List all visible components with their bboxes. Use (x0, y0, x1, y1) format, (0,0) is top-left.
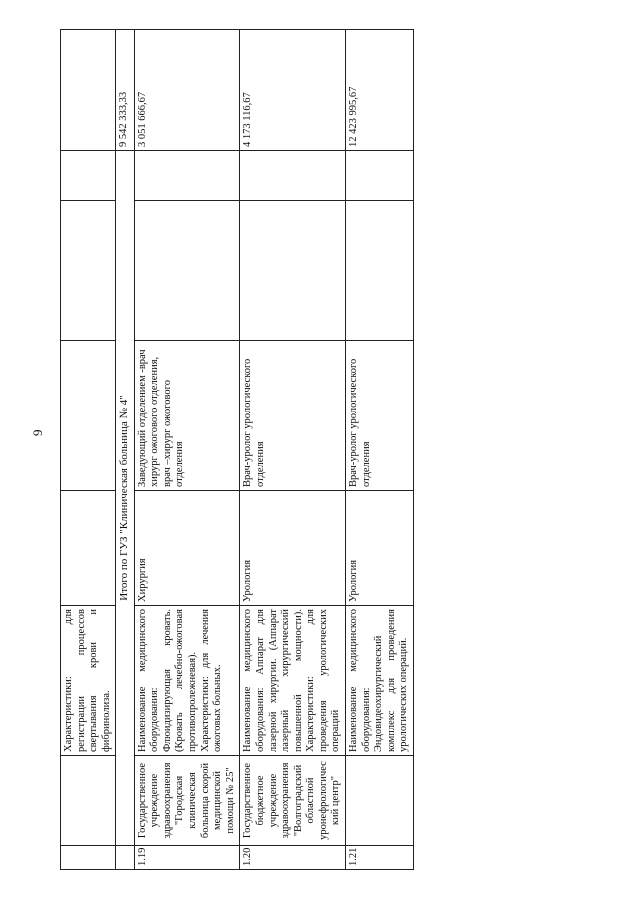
table-row (134, 30, 240, 870)
row-sum: 4 173 116,67 (240, 30, 346, 151)
specialists: Заведующий отделением -врач хирург ожогового отделения, врач –хирург ожогового отделения (134, 341, 240, 491)
table-row-subtotal (116, 30, 134, 870)
equipment-description: Наименование медицинского оборудования: Эндовидеохирургический комплекс для проведения урологических операций. (346, 606, 414, 756)
institution-name: Государственное бюджетное учреждение здравоохранения "Волгоградский областной уронефрологичес кий центр" (240, 756, 346, 846)
specialists: Врач-уролог урологического отделения (240, 341, 346, 491)
continued-characteristics: Характеристики: для регистрации процессов свертывания крови и фибринолиза. (61, 606, 116, 756)
equipment-description: Наименование медицинского оборудования: Аппарат для лазерной хирургии. (Аппарат лазерный хирургический повышенной мощности). Характеристики: для проведения урологических операций (240, 606, 346, 756)
institution-name (346, 756, 414, 846)
equipment-table (60, 29, 414, 870)
row-number: 1.19 (134, 846, 240, 870)
medical-profile: Урология (346, 491, 414, 606)
medical-profile: Урология (240, 491, 346, 606)
subtotal-sum: 9 542 333,33 (116, 30, 134, 151)
row-number: 1.21 (346, 846, 414, 870)
institution-name: Государственное учреждение здравоохранения "Городская клиническая больница скорой медицинской помощи № 25" (134, 756, 240, 846)
table-row-continued (61, 30, 116, 870)
document-table-sheet (60, 30, 600, 870)
page-number: 9 (30, 429, 45, 436)
row-sum: 12 423 995,67 (346, 30, 414, 151)
equipment-description: Наименование медицинского оборудования: Флюидизирующая кровать. (Кровать лечебно-ожоговая противопролежневая). Характеристики: для лечения ожоговых больных. (134, 606, 240, 756)
table-row (240, 30, 346, 870)
medical-profile: Хирургия (134, 491, 240, 606)
specialists: Врач-уролог урологического отделения (346, 341, 414, 491)
subtotal-label: Итого по ГУЗ "Клиническая больница № 4" (116, 151, 134, 846)
table-row (346, 30, 414, 870)
row-number: 1.20 (240, 846, 346, 870)
row-sum: 3 051 666,67 (134, 30, 240, 151)
